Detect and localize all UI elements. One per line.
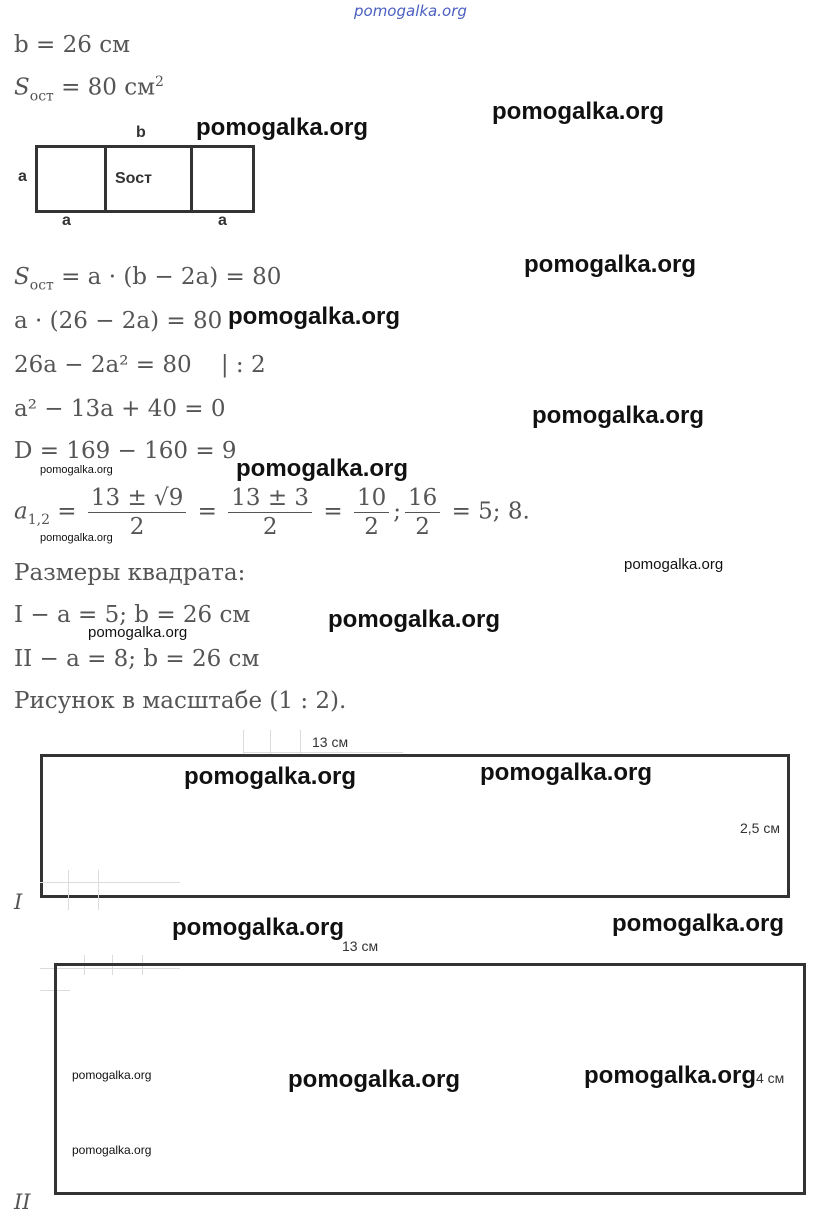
grid-line <box>243 752 403 753</box>
watermark-link[interactable]: pomogalka.org <box>328 606 501 633</box>
s-symbol: S <box>14 74 30 101</box>
grid-line <box>40 882 180 883</box>
s-rest: = 80 см <box>53 74 156 101</box>
figure-1-width-label: 13 см <box>312 734 349 750</box>
fraction-2 <box>228 484 312 541</box>
figure-1-roman: I <box>14 890 23 914</box>
diagram-divider-left <box>104 145 107 213</box>
sizes-title: Размеры квадрата: <box>14 560 246 586</box>
watermark-link[interactable]: pomogalka.org <box>532 402 705 429</box>
line1-rest: = a · (b − 2a) = 80 <box>53 264 282 290</box>
s-subscript: ост <box>29 88 54 105</box>
watermark-link[interactable]: pomogalka.org <box>172 914 345 941</box>
figure-2-width-label: 13 см <box>342 938 379 954</box>
s-symbol-2: S <box>14 264 30 290</box>
watermark-link[interactable]: pomogalka.org <box>480 759 653 786</box>
watermark-link[interactable]: pomogalka.org <box>184 763 357 790</box>
roots-result: = 5; 8. <box>444 498 530 525</box>
diagram-label-sost: Sост <box>115 170 152 187</box>
watermark-link-small[interactable]: pomogalka.org <box>40 532 113 544</box>
scale-note: Рисунок в масштабе (1 : 2). <box>14 688 347 714</box>
case-2: II − a = 8; b = 26 см <box>14 646 260 672</box>
watermark-link[interactable]: pomogalka.org <box>524 251 697 278</box>
watermark-link[interactable]: pomogalka.org <box>228 303 401 330</box>
fraction-2-num: 13 ± 3 <box>228 484 312 513</box>
given-b: b = 26 см <box>14 32 130 58</box>
watermark-link[interactable]: pomogalka.org <box>236 455 409 482</box>
roots-eq-3: = <box>316 498 350 525</box>
diagram-divider-right <box>190 145 193 213</box>
diagram-label-a-bottom-right: a <box>218 212 227 229</box>
watermark-link-small[interactable]: pomogalka.org <box>72 1068 152 1082</box>
s-subscript-2: ост <box>29 277 54 294</box>
solution-line-5: D = 169 − 160 = 9 <box>14 438 237 464</box>
grid-line <box>243 730 244 754</box>
s-sup: 2 <box>155 74 164 90</box>
fraction-3-den: 2 <box>364 514 379 540</box>
fraction-4 <box>405 484 440 541</box>
figure-1-rectangle <box>40 754 790 898</box>
roots-eq-1: = <box>49 498 84 525</box>
fraction-3 <box>354 484 389 541</box>
grid-line <box>300 730 301 754</box>
fraction-1-num: 13 ± √9 <box>88 484 186 513</box>
diagram-label-a-bottom-left: a <box>62 212 71 229</box>
roots-separator: ; <box>393 498 401 525</box>
figure-2-height-label: 4 см <box>756 1070 785 1086</box>
watermark-link-small[interactable]: pomogalka.org <box>88 624 188 641</box>
watermark-link[interactable]: pomogalka.org <box>612 910 785 937</box>
watermark-link-small[interactable]: pomogalka.org <box>40 464 113 476</box>
solution-line-2: a · (26 − 2a) = 80 <box>14 308 223 334</box>
watermark-link-small[interactable]: pomogalka.org <box>624 556 724 573</box>
grid-line <box>98 870 99 910</box>
diagram-label-b: b <box>136 124 146 141</box>
solution-line-3: 26a − 2a² = 80 | : 2 <box>14 352 266 378</box>
figure-1-height-label: 2,5 см <box>740 820 780 836</box>
watermark-link[interactable]: pomogalka.org <box>492 98 665 125</box>
roots-sub: 1,2 <box>27 512 50 529</box>
fraction-1-den: 2 <box>129 514 145 540</box>
top-watermark[interactable]: pomogalka.org <box>354 2 467 20</box>
case-1: I − a = 5; b = 26 см <box>14 602 251 628</box>
fraction-4-num: 16 <box>405 484 440 513</box>
watermark-link-small[interactable]: pomogalka.org <box>72 1143 152 1157</box>
watermark-link[interactable]: pomogalka.org <box>288 1066 461 1093</box>
roots-lhs: a <box>14 498 28 525</box>
solution-line-4: a² − 13a + 40 = 0 <box>14 396 226 422</box>
grid-line <box>270 730 271 754</box>
figure-2-roman: II <box>14 1190 31 1214</box>
watermark-link[interactable]: pomogalka.org <box>584 1062 757 1089</box>
diagram-label-a-left: a <box>18 168 27 185</box>
solution-line-1 <box>14 264 281 294</box>
roots-eq-2: = <box>190 498 225 525</box>
fraction-3-num: 10 <box>354 484 389 513</box>
grid-line <box>68 870 69 910</box>
fraction-4-den: 2 <box>415 514 430 540</box>
fraction-2-den: 2 <box>262 514 278 540</box>
watermark-link[interactable]: pomogalka.org <box>196 114 369 141</box>
given-s-ost <box>14 74 164 104</box>
